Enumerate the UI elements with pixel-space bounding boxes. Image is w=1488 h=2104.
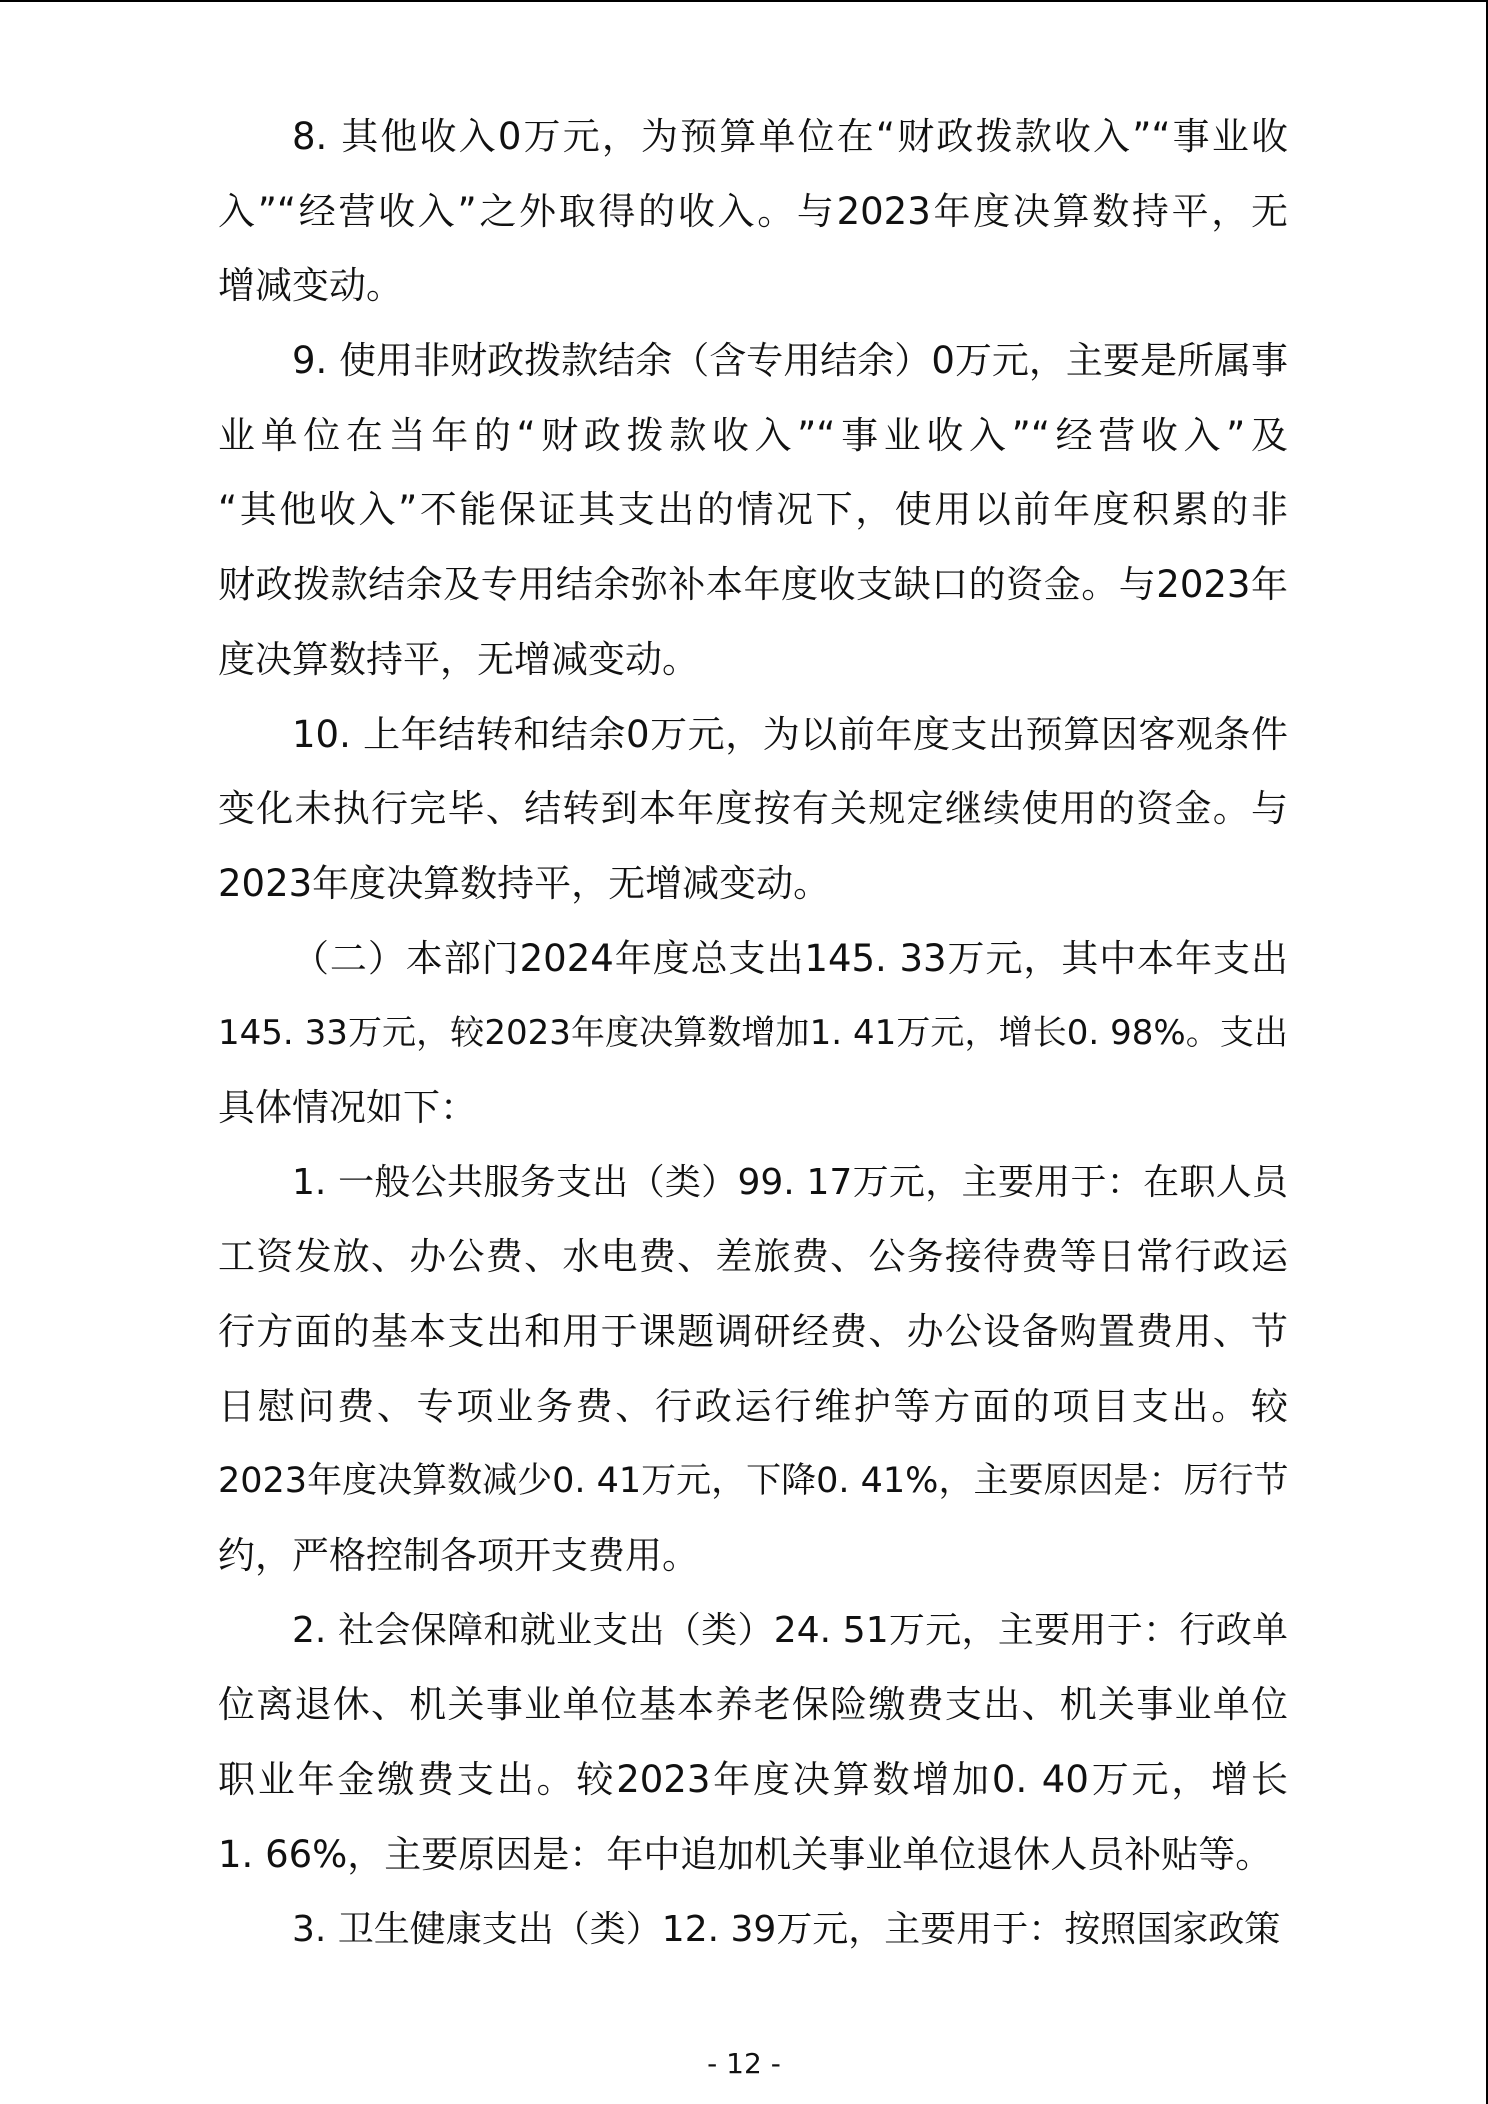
paragraph-line: 位离退休、机关事业单位基本养老保险缴费支出、机关事业单位 [218, 1683, 1288, 1727]
paragraph-line: 变化未执行完毕、结转到本年度按有关规定继续使用的资金。与 [218, 787, 1288, 831]
paragraph-line: 日慰问费、专项业务费、行政运行维护等方面的项目支出。较 [218, 1384, 1288, 1428]
paragraph-first-line: 2. 社会保障和就业支出（类）24. 51万元，主要用于：行政单 [292, 1609, 1288, 1651]
paragraph-line: 145. 33万元，较2023年度决算数增加1. 41万元，增长0. 98%。支出 [218, 1013, 1288, 1054]
page-top-border [0, 0, 1488, 2]
paragraph-line: “其他收入”不能保证其支出的情况下，使用以前年度积累的非 [218, 488, 1288, 532]
paragraph-first-line: 9. 使用非财政拨款结余（含专用结余）0万元，主要是所属事 [292, 339, 1288, 383]
paragraph-line: 工资发放、办公费、水电费、差旅费、公务接待费等日常行政运 [218, 1235, 1288, 1279]
paragraph-first-line: 3. 卫生健康支出（类）12. 39万元，主要用于：按照国家政策 [292, 1908, 1281, 1950]
paragraph-line: 具体情况如下： [218, 1085, 477, 1129]
paragraph-line: 1. 66%，主要原因是：年中追加机关事业单位退休人员补贴等。 [218, 1832, 1273, 1876]
paragraph-line: 业单位在当年的“财政拨款收入”“事业收入”“经营收入”及 [218, 413, 1288, 457]
paragraph-line: 2023年度决算数减少0. 41万元，下降0. 41%，主要原因是：厉行节 [218, 1461, 1289, 1502]
paragraph-first-line: 8. 其他收入0万元，为预算单位在“财政拨款收入”“事业收 [292, 115, 1288, 158]
paragraph-line: 财政拨款结余及专用结余弥补本年度收支缺口的资金。与2023年 [218, 563, 1288, 607]
paragraph-first-line: 10. 上年结转和结余0万元，为以前年度支出预算因客观条件 [292, 712, 1288, 756]
paragraph-line: 职业年金缴费支出。较2023年度决算数增加0. 40万元，增长 [218, 1758, 1288, 1802]
paragraph-first-line: （二）本部门2024年度总支出145. 33万元，其中本年支出 [292, 936, 1288, 980]
paragraph-line: 约，严格控制各项开支费用。 [218, 1534, 699, 1578]
paragraph-line: 2023年度决算数持平，无增减变动。 [218, 861, 831, 905]
paragraph-line: 增减变动。 [218, 264, 403, 308]
paragraph-first-line: 1. 一般公共服务支出（类）99. 17万元，主要用于：在职人员 [292, 1161, 1288, 1203]
document-body [218, 100, 1288, 1967]
paragraph-line: 入”“经营收入”之外取得的收入。与2023年度决算数持平，无 [218, 189, 1288, 233]
paragraph-line: 行方面的基本支出和用于课题调研经费、办公设备购置费用、节 [218, 1310, 1288, 1353]
paragraph-line: 度决算数持平，无增减变动。 [218, 637, 699, 681]
page-number: - 12 - [707, 2047, 781, 2080]
